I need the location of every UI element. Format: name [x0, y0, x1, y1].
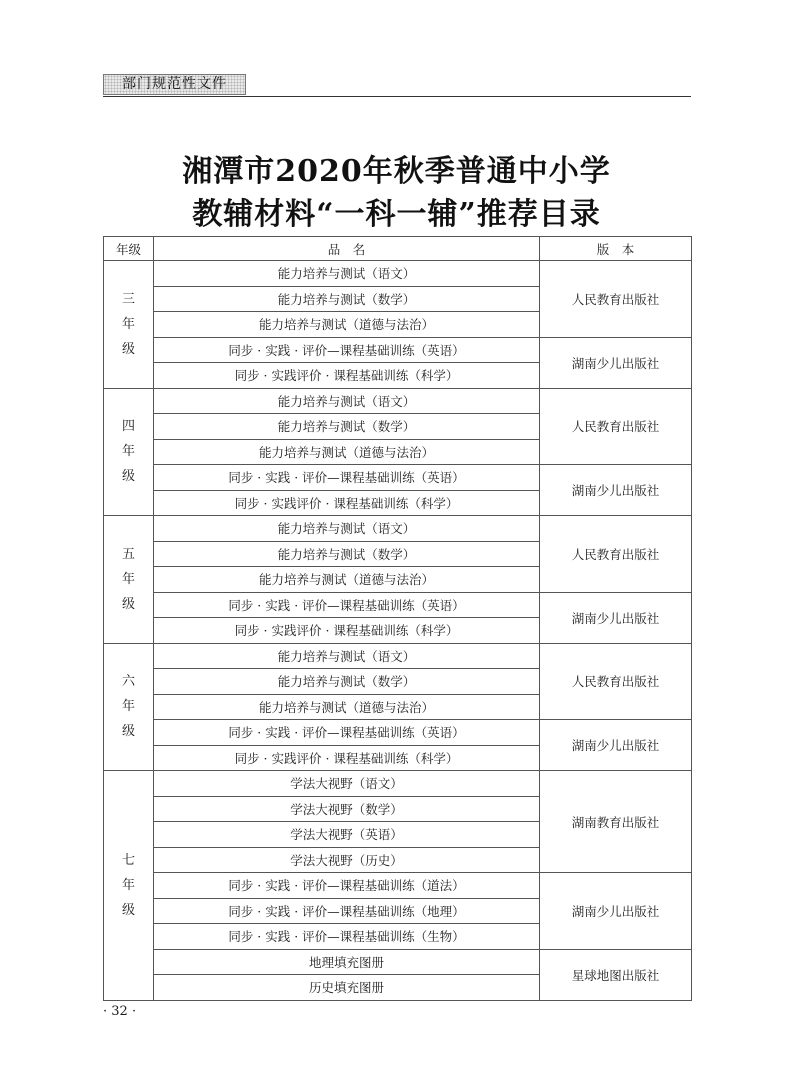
book-title-cell: 能力培养与测试（道德与法治）: [154, 694, 540, 720]
table-row: [104, 873, 692, 899]
book-title-cell: 同步 · 实践 · 评价—课程基础训练（英语）: [154, 337, 540, 363]
publisher-cell: 湖南教育出版社: [540, 771, 692, 873]
book-title-cell: 历史填充图册: [154, 975, 540, 1001]
book-title-cell: 能力培养与测试（道德与法治）: [154, 439, 540, 465]
grade-cell: [104, 771, 154, 1001]
book-title-cell: 能力培养与测试（语文）: [154, 516, 540, 542]
book-title-cell: 同步 · 实践 · 评价—课程基础训练（地理）: [154, 898, 540, 924]
table-row: [104, 771, 692, 797]
table-row: [104, 643, 692, 669]
book-title-cell: 能力培养与测试（数学）: [154, 286, 540, 312]
table-row: [104, 516, 692, 542]
grade-cell: [104, 388, 154, 516]
grade-char: 年: [121, 444, 135, 460]
page-title-line-1: 湘潭市2020年秋季普通中小学: [182, 154, 611, 189]
book-title-cell: 同步 · 实践评价 · 课程基础训练（科学）: [154, 490, 540, 516]
grade-cell: [104, 516, 154, 644]
publisher-cell: 湖南少儿出版社: [540, 337, 692, 388]
book-title-cell: 学法大视野（语文）: [154, 771, 540, 797]
grade-char: 年: [121, 316, 135, 332]
book-title-cell: 同步 · 实践评价 · 课程基础训练（科学）: [154, 745, 540, 771]
book-title-cell: 同步 · 实践 · 评价—课程基础训练（英语）: [154, 720, 540, 746]
publisher-cell: 湖南少儿出版社: [540, 720, 692, 771]
publisher-cell: 星球地图出版社: [540, 949, 692, 1000]
recommendation-table: [103, 236, 692, 1001]
header-divider: [103, 96, 691, 97]
publisher-cell: 湖南少儿出版社: [540, 465, 692, 516]
grade-char: 级: [121, 341, 135, 357]
book-title-cell: 能力培养与测试（道德与法治）: [154, 312, 540, 338]
column-header-grade: 年级: [104, 237, 154, 261]
grade-cell: [104, 643, 154, 771]
table-header-row: [104, 237, 692, 261]
book-title-cell: 学法大视野（英语）: [154, 822, 540, 848]
publisher-cell: 湖南少儿出版社: [540, 592, 692, 643]
column-header-title: 品 名: [154, 237, 540, 261]
grade-cell: [104, 261, 154, 389]
book-title-cell: 能力培养与测试（数学）: [154, 541, 540, 567]
grade-char: 七: [121, 852, 135, 868]
book-title-cell: 同步 · 实践 · 评价—课程基础训练（英语）: [154, 465, 540, 491]
grade-char: 级: [121, 596, 135, 612]
book-title-cell: 学法大视野（数学）: [154, 796, 540, 822]
table-row: [104, 592, 692, 618]
grade-char: 级: [121, 724, 135, 740]
grade-char: 年: [121, 877, 135, 893]
book-title-cell: 能力培养与测试（道德与法治）: [154, 567, 540, 593]
table-row: [104, 720, 692, 746]
page-title-line-2: 教辅材料“一科一辅”推荐目录: [192, 197, 601, 232]
book-title-cell: 能力培养与测试（语文）: [154, 643, 540, 669]
grade-char: 三: [121, 291, 135, 307]
grade-char: 级: [121, 902, 135, 918]
book-title-cell: 地理填充图册: [154, 949, 540, 975]
table-row: [104, 465, 692, 491]
table-row: [104, 261, 692, 287]
book-title-cell: 同步 · 实践 · 评价—课程基础训练（道法）: [154, 873, 540, 899]
book-title-cell: 能力培养与测试（数学）: [154, 414, 540, 440]
book-title-cell: 同步 · 实践评价 · 课程基础训练（科学）: [154, 618, 540, 644]
grade-char: 六: [121, 674, 135, 690]
table-row: [104, 949, 692, 975]
grade-char: 年: [121, 699, 135, 715]
publisher-cell: 人民教育出版社: [540, 261, 692, 338]
book-title-cell: 同步 · 实践 · 评价—课程基础训练（生物）: [154, 924, 540, 950]
table-body: [104, 261, 692, 1001]
book-title-cell: 能力培养与测试（语文）: [154, 261, 540, 287]
section-label: 部门规范性文件: [103, 74, 246, 95]
publisher-cell: 人民教育出版社: [540, 388, 692, 465]
page-number: · 32 ·: [103, 1004, 137, 1019]
column-header-publisher: 版 本: [540, 237, 692, 261]
table-row: [104, 388, 692, 414]
book-title-cell: 能力培养与测试（数学）: [154, 669, 540, 695]
book-title-cell: 同步 · 实践 · 评价—课程基础训练（英语）: [154, 592, 540, 618]
table-row: [104, 337, 692, 363]
publisher-cell: 湖南少儿出版社: [540, 873, 692, 950]
publisher-cell: 人民教育出版社: [540, 643, 692, 720]
book-title-cell: 学法大视野（历史）: [154, 847, 540, 873]
grade-char: 年: [121, 571, 135, 587]
book-title-cell: 同步 · 实践评价 · 课程基础训练（科学）: [154, 363, 540, 389]
grade-char: 五: [121, 546, 135, 562]
book-title-cell: 能力培养与测试（语文）: [154, 388, 540, 414]
grade-char: 四: [121, 419, 135, 435]
grade-char: 级: [121, 469, 135, 485]
publisher-cell: 人民教育出版社: [540, 516, 692, 593]
